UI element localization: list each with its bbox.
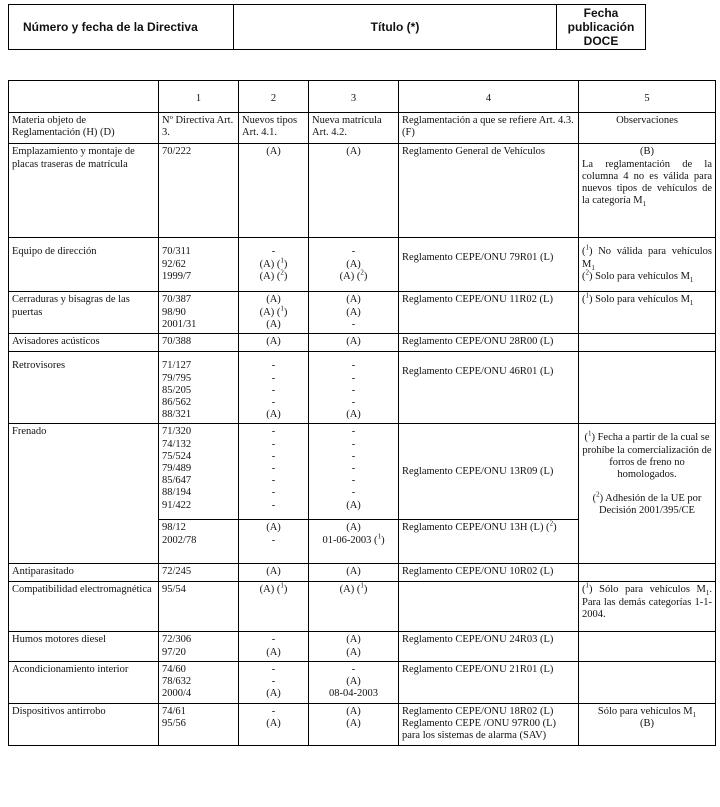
matricula-line: (A) ($^2$)	[339, 268, 368, 282]
table-row-acondicionamiento	[9, 661, 716, 703]
matricula-line: (A)	[346, 258, 361, 270]
cell-nueva-matricula: (A)	[309, 144, 399, 238]
tipos-line: -	[271, 534, 276, 546]
colnum-4: 4	[399, 81, 579, 113]
matricula-line: -	[351, 372, 356, 384]
directiva-line: 71/127	[162, 360, 192, 372]
cell-materia: Emplazamiento y montaje de placas traseras de matrícula	[9, 144, 159, 238]
directiva-line: 88/321	[162, 409, 192, 421]
obs-note: (B)	[640, 146, 654, 158]
label-directiva: Nº Directiva Art. 3.	[159, 113, 239, 144]
tipos-line: -	[271, 372, 276, 384]
cell-reglamentacion	[399, 703, 579, 745]
matricula-line: (A)	[346, 499, 361, 511]
obs-text: ($^1$) No válida para vehículos $M_1$	[582, 243, 713, 272]
cell-nuevos-tipos: (A)	[239, 564, 309, 582]
cell-nueva-matricula	[309, 703, 399, 745]
cell-nuevos-tipos: (A) ($^1$)	[239, 582, 309, 632]
materia-text: Retrovisores	[12, 360, 66, 372]
obs-text-main: Solo para vehículos M	[595, 294, 690, 306]
obs-sub: 1	[705, 589, 710, 598]
footnote-ref: 1	[280, 304, 284, 313]
obs-text	[582, 159, 712, 208]
cell-directiva	[159, 292, 239, 334]
tipos-line: -	[271, 397, 276, 409]
matricula-value: (A) (	[339, 584, 361, 596]
cell-reglamentacion: Reglamento CEPE/ONU 13H (L) ($^2$)	[399, 520, 579, 564]
header-publicacion-line: publicación	[567, 20, 635, 34]
cell-directiva: 70/222	[159, 144, 239, 238]
tipos-line: -	[271, 663, 276, 675]
matricula-line: (A)	[346, 522, 361, 534]
header-fecha-line: Fecha	[583, 6, 619, 20]
label-materia: Materia objeto de Reglamentación (H) (D)	[9, 113, 159, 144]
cell-directiva: 72/245	[159, 564, 239, 582]
header-numero-fecha: Número y fecha de la Directiva	[9, 5, 234, 50]
matricula-line: 01-06-2003 ($^1$)	[322, 532, 385, 546]
directiva-line: 74/61	[162, 705, 186, 717]
obs-text-main: No válida para vehículos M	[582, 246, 713, 270]
cell-materia: Humos motores diesel	[9, 632, 159, 661]
cell-nuevos-tipos: (A)	[239, 334, 309, 352]
tipos-line: -	[271, 246, 276, 258]
cell-nueva-matricula: (A)	[309, 334, 399, 352]
cell-reglamentacion: Reglamento CEPE/ONU 10R02 (L)	[399, 564, 579, 582]
tipos-line: (A)	[266, 409, 281, 421]
directiva-line: 92/62	[162, 258, 186, 270]
obs-sub: 1	[692, 710, 697, 719]
matricula-line: (A)	[346, 718, 361, 730]
tipos-line: (A)	[266, 522, 281, 534]
tipos-line: (A) ($^1$)	[259, 256, 288, 270]
obs-text-main: Sólo para vehículos M	[599, 584, 706, 596]
header-titulo: Título (*)	[234, 5, 557, 50]
footnote-ref: 2	[596, 490, 600, 499]
tipos-value: (A)	[259, 306, 275, 318]
obs-text-main: Fecha a partir de la cual se prohíbe la comercialización de forros de freno no homologados.	[582, 432, 712, 481]
cell-nueva-matricula	[309, 661, 399, 703]
cell-observaciones	[579, 144, 716, 238]
cell-materia: Acondicionamiento interior	[9, 661, 159, 703]
obs-text: ($^1$) Sólo para vehículos $M_1$. Para las demás categorías 1-1-2004.	[582, 581, 713, 620]
tipos-line: -	[271, 475, 276, 487]
colnum-3: 3	[309, 81, 399, 113]
cell-reglamentacion: Reglamento CEPE/ONU 13R09 (L)	[399, 424, 579, 520]
tipos-line: -	[271, 487, 276, 499]
cell-observaciones	[579, 582, 716, 632]
matricula-line: -	[351, 246, 356, 258]
table-row-antiparasitado	[9, 564, 716, 582]
cell-nueva-matricula: (A) ($^1$)	[309, 582, 399, 632]
matricula-line: -	[351, 384, 356, 396]
label-reglamentacion: Reglamentación a que se refiere Art. 4.3. (F)	[399, 113, 579, 144]
tipos-value: (A)	[259, 270, 275, 282]
cell-observaciones	[579, 334, 716, 352]
matricula-line: -	[351, 360, 356, 372]
obs-sub: 1	[642, 200, 647, 209]
cell-nueva-matricula	[309, 352, 399, 424]
cell-nuevos-tipos	[239, 703, 309, 745]
cell-reglamentacion: Reglamento CEPE/ONU 11R02 (L)	[399, 292, 579, 334]
cell-nuevos-tipos	[239, 520, 309, 564]
matricula-line: -	[351, 475, 356, 487]
matricula-line: (A)	[346, 676, 361, 688]
cell-nuevos-tipos	[239, 292, 309, 334]
footnote-ref: 1	[280, 581, 284, 590]
matricula-line: (A)	[346, 646, 361, 658]
tipos-line: (A)	[266, 718, 281, 730]
cell-materia	[9, 238, 159, 292]
obs-text-main: Sólo para vehículos M	[597, 705, 693, 717]
directiva-line: 1999/7	[162, 270, 192, 282]
tipos-line: -	[271, 463, 276, 475]
obs-text-main: Adhesión de la UE por Decisión 2001/395/CE	[599, 493, 702, 517]
directive-header-table	[8, 4, 646, 50]
cell-reglamentacion: Reglamento CEPE/ONU 28R00 (L)	[399, 334, 579, 352]
directiva-line: 98/90	[162, 306, 186, 318]
obs-text-tail: . Para las demás categorías 1-1-2004.	[582, 584, 713, 620]
colnum-empty	[9, 81, 159, 113]
matricula-value: 01-06-2003 (	[322, 534, 378, 546]
tipos-line: (A)	[266, 646, 281, 658]
cell-observaciones	[579, 292, 716, 334]
matricula-line: -	[351, 397, 356, 409]
cell-reglamentacion: Reglamento CEPE/ONU 21R01 (L)	[399, 661, 579, 703]
obs-note: (B)	[640, 718, 654, 730]
directiva-line: 88/194	[162, 487, 192, 499]
directiva-line: 74/132	[162, 438, 192, 450]
tipos-line: (A)	[266, 318, 281, 330]
label-nuevos-tipos: Nuevos tipos Art. 4.1.	[239, 113, 309, 144]
cell-observaciones	[579, 703, 716, 745]
directiva-line: 71/320	[162, 426, 192, 438]
obs-sub: 1	[689, 275, 694, 284]
matricula-value: (A)	[339, 270, 355, 282]
regl-line: para los sistemas de alarma (SAV)	[402, 730, 547, 742]
tipos-value: (A)	[259, 258, 275, 270]
tipos-line: -	[271, 499, 276, 511]
matricula-line: (A)	[346, 294, 361, 306]
table-row-emplazamiento	[9, 144, 716, 238]
footnote-ref: 2	[360, 268, 364, 277]
matricula-line: (A)	[346, 409, 361, 421]
cell-nuevos-tipos	[239, 632, 309, 661]
cell-nueva-matricula	[309, 292, 399, 334]
cell-nuevos-tipos: (A)	[239, 144, 309, 238]
cell-reglamentacion	[399, 582, 579, 632]
regulation-table	[8, 80, 716, 746]
matricula-line: -	[351, 438, 356, 450]
directiva-line: 91/422	[162, 499, 192, 511]
header-fecha-publicacion	[557, 5, 646, 50]
table-row-compatibilidad	[9, 582, 716, 632]
footnote-ref: 2	[549, 519, 554, 528]
column-label-row	[9, 113, 716, 144]
matricula-line: (A)	[346, 705, 361, 717]
obs-text	[582, 706, 712, 718]
matricula-line: (A)	[346, 634, 361, 646]
regl-line: Reglamento CEPE /ONU 97R00 (L)	[402, 718, 556, 730]
cell-reglamentacion: Reglamento CEPE/ONU 24R03 (L)	[399, 632, 579, 661]
matricula-line: -	[351, 450, 356, 462]
matricula-line: -	[351, 426, 356, 438]
obs-text: ($^1$) Solo para vehículos $M_1$	[582, 291, 694, 308]
cell-materia: Cerraduras y bisagras de las puertas	[9, 292, 159, 334]
column-number-row	[9, 81, 716, 113]
cell-directiva: 95/54	[159, 582, 239, 632]
directiva-line: 75/524	[162, 450, 192, 462]
cell-directiva	[159, 520, 239, 564]
cell-nueva-matricula	[309, 238, 399, 292]
directiva-line: 2002/78	[162, 534, 197, 546]
cell-materia	[9, 352, 159, 424]
directiva-line: 2001/31	[162, 318, 197, 330]
matricula-line: 08-04-2003	[329, 688, 378, 700]
tipos-value: (A) (	[259, 584, 281, 596]
directiva-line: 79/795	[162, 372, 192, 384]
tipos-line: (A)	[266, 294, 281, 306]
colnum-5: 5	[579, 81, 716, 113]
cell-directiva	[159, 703, 239, 745]
cell-nuevos-tipos	[239, 661, 309, 703]
table-row-avisadores	[9, 334, 716, 352]
cell-nueva-matricula	[309, 424, 399, 520]
cell-materia: Avisadores acústicos	[9, 334, 159, 352]
label-observaciones: Observaciones	[579, 113, 716, 144]
cell-observaciones	[579, 352, 716, 424]
cell-directiva	[159, 424, 239, 520]
cell-observaciones	[579, 661, 716, 703]
footnote-ref: 1	[360, 581, 364, 590]
obs-text-main: La reglamentación de la columna 4 no es válida para nuevos tipos de vehículos de la categoría M	[582, 158, 712, 207]
tipos-line: (A)	[266, 688, 281, 700]
footnote-ref: 1	[587, 429, 592, 438]
matricula-line: -	[351, 463, 356, 475]
label-nueva-matricula: Nueva matrícula Art. 4.2.	[309, 113, 399, 144]
table-row-antirrobo	[9, 703, 716, 745]
tipos-line: (A) ($^1$)	[259, 304, 288, 318]
table-row-direccion	[9, 238, 716, 292]
obs-text-main: Solo para vehículos M	[595, 270, 690, 282]
cell-nueva-matricula	[309, 632, 399, 661]
table-row-frenado	[9, 424, 716, 520]
cell-nueva-matricula: (A)	[309, 564, 399, 582]
cell-observaciones	[579, 564, 716, 582]
tipos-line: -	[271, 438, 276, 450]
matricula-line: -	[351, 487, 356, 499]
cell-nuevos-tipos	[239, 424, 309, 520]
cell-reglamentacion	[399, 238, 579, 292]
cell-directiva	[159, 238, 239, 292]
footnote-ref: 1	[585, 291, 589, 300]
directiva-line: 85/647	[162, 475, 192, 487]
tipos-line: -	[271, 360, 276, 372]
tipos-line: (A) ($^2$)	[259, 268, 288, 282]
colnum-1: 1	[159, 81, 239, 113]
cell-observaciones	[579, 632, 716, 661]
cell-nuevos-tipos	[239, 238, 309, 292]
regl-text: Reglamento CEPE/ONU 13H (L) (	[402, 522, 550, 534]
cell-nuevos-tipos	[239, 352, 309, 424]
cell-directiva	[159, 352, 239, 424]
cell-materia: Antiparasitado	[9, 564, 159, 582]
cell-observaciones	[579, 424, 716, 564]
cell-reglamentacion	[399, 352, 579, 424]
directiva-line: 2000/4	[162, 688, 192, 700]
cell-nueva-matricula	[309, 520, 399, 564]
tipos-line: -	[271, 450, 276, 462]
cell-directiva	[159, 632, 239, 661]
cell-reglamentacion: Reglamento General de Vehículos	[399, 144, 579, 238]
directiva-line: 98/12	[162, 522, 186, 534]
matricula-line: -	[351, 318, 356, 330]
colnum-2: 2	[239, 81, 309, 113]
matricula-line: -	[351, 663, 356, 675]
directiva-line: 78/632	[162, 676, 192, 688]
footnote-ref: 1	[280, 256, 284, 265]
footnote-ref: 1	[585, 243, 589, 252]
cell-observaciones	[579, 238, 716, 292]
directiva-line: 72/306	[162, 634, 192, 646]
obs-text: ($^2$) Adhesión de la UE por Decisión 2001/395/CE	[592, 490, 702, 517]
table-row-humos	[9, 632, 716, 661]
directiva-line: 74/60	[162, 663, 186, 675]
directiva-line: 79/489	[162, 463, 192, 475]
table-row-retrovisores	[9, 352, 716, 424]
obs-sub: 1	[689, 299, 694, 308]
tipos-line: -	[271, 705, 276, 717]
matricula-line: (A)	[346, 306, 361, 318]
footnote-ref: 2	[280, 268, 284, 277]
cell-materia: Compatibilidad electromagnética	[9, 582, 159, 632]
obs-sub: 1	[591, 263, 595, 272]
obs-text: ($^2$) Solo para vehículos $M_1$	[582, 268, 694, 284]
footnote-ref: 1	[377, 532, 382, 541]
regl-text: Reglamento CEPE/ONU 79R01 (L)	[402, 252, 554, 264]
tipos-line: -	[271, 676, 276, 688]
obs-text: ($^1$) Fecha a partir de la cual se prohíbe la comercialización de forros de freno no homologados.	[582, 429, 712, 481]
tipos-line: -	[271, 426, 276, 438]
tipos-line: -	[271, 634, 276, 646]
footnote-ref: 2	[585, 268, 589, 277]
directiva-line: 70/387	[162, 294, 192, 306]
table-row-cerraduras	[9, 292, 716, 334]
cell-directiva: 70/388	[159, 334, 239, 352]
directiva-line: 95/56	[162, 718, 186, 730]
directiva-line: 70/311	[162, 246, 191, 258]
directiva-line: 85/205	[162, 384, 192, 396]
directiva-line: 86/562	[162, 397, 192, 409]
regl-line: Reglamento CEPE/ONU 18R02 (L)	[402, 705, 554, 717]
regl-text: Reglamento CEPE/ONU 46R01 (L)	[402, 366, 554, 378]
cell-materia: Dispositivos antirrobo	[9, 703, 159, 745]
directiva-line: 97/20	[162, 646, 186, 658]
materia-text: Equipo de dirección	[12, 246, 97, 258]
tipos-line: -	[271, 384, 276, 396]
header-doce-line: DOCE	[583, 34, 619, 48]
cell-materia: Frenado	[9, 424, 159, 564]
footnote-ref: 1	[585, 581, 589, 590]
cell-directiva	[159, 661, 239, 703]
